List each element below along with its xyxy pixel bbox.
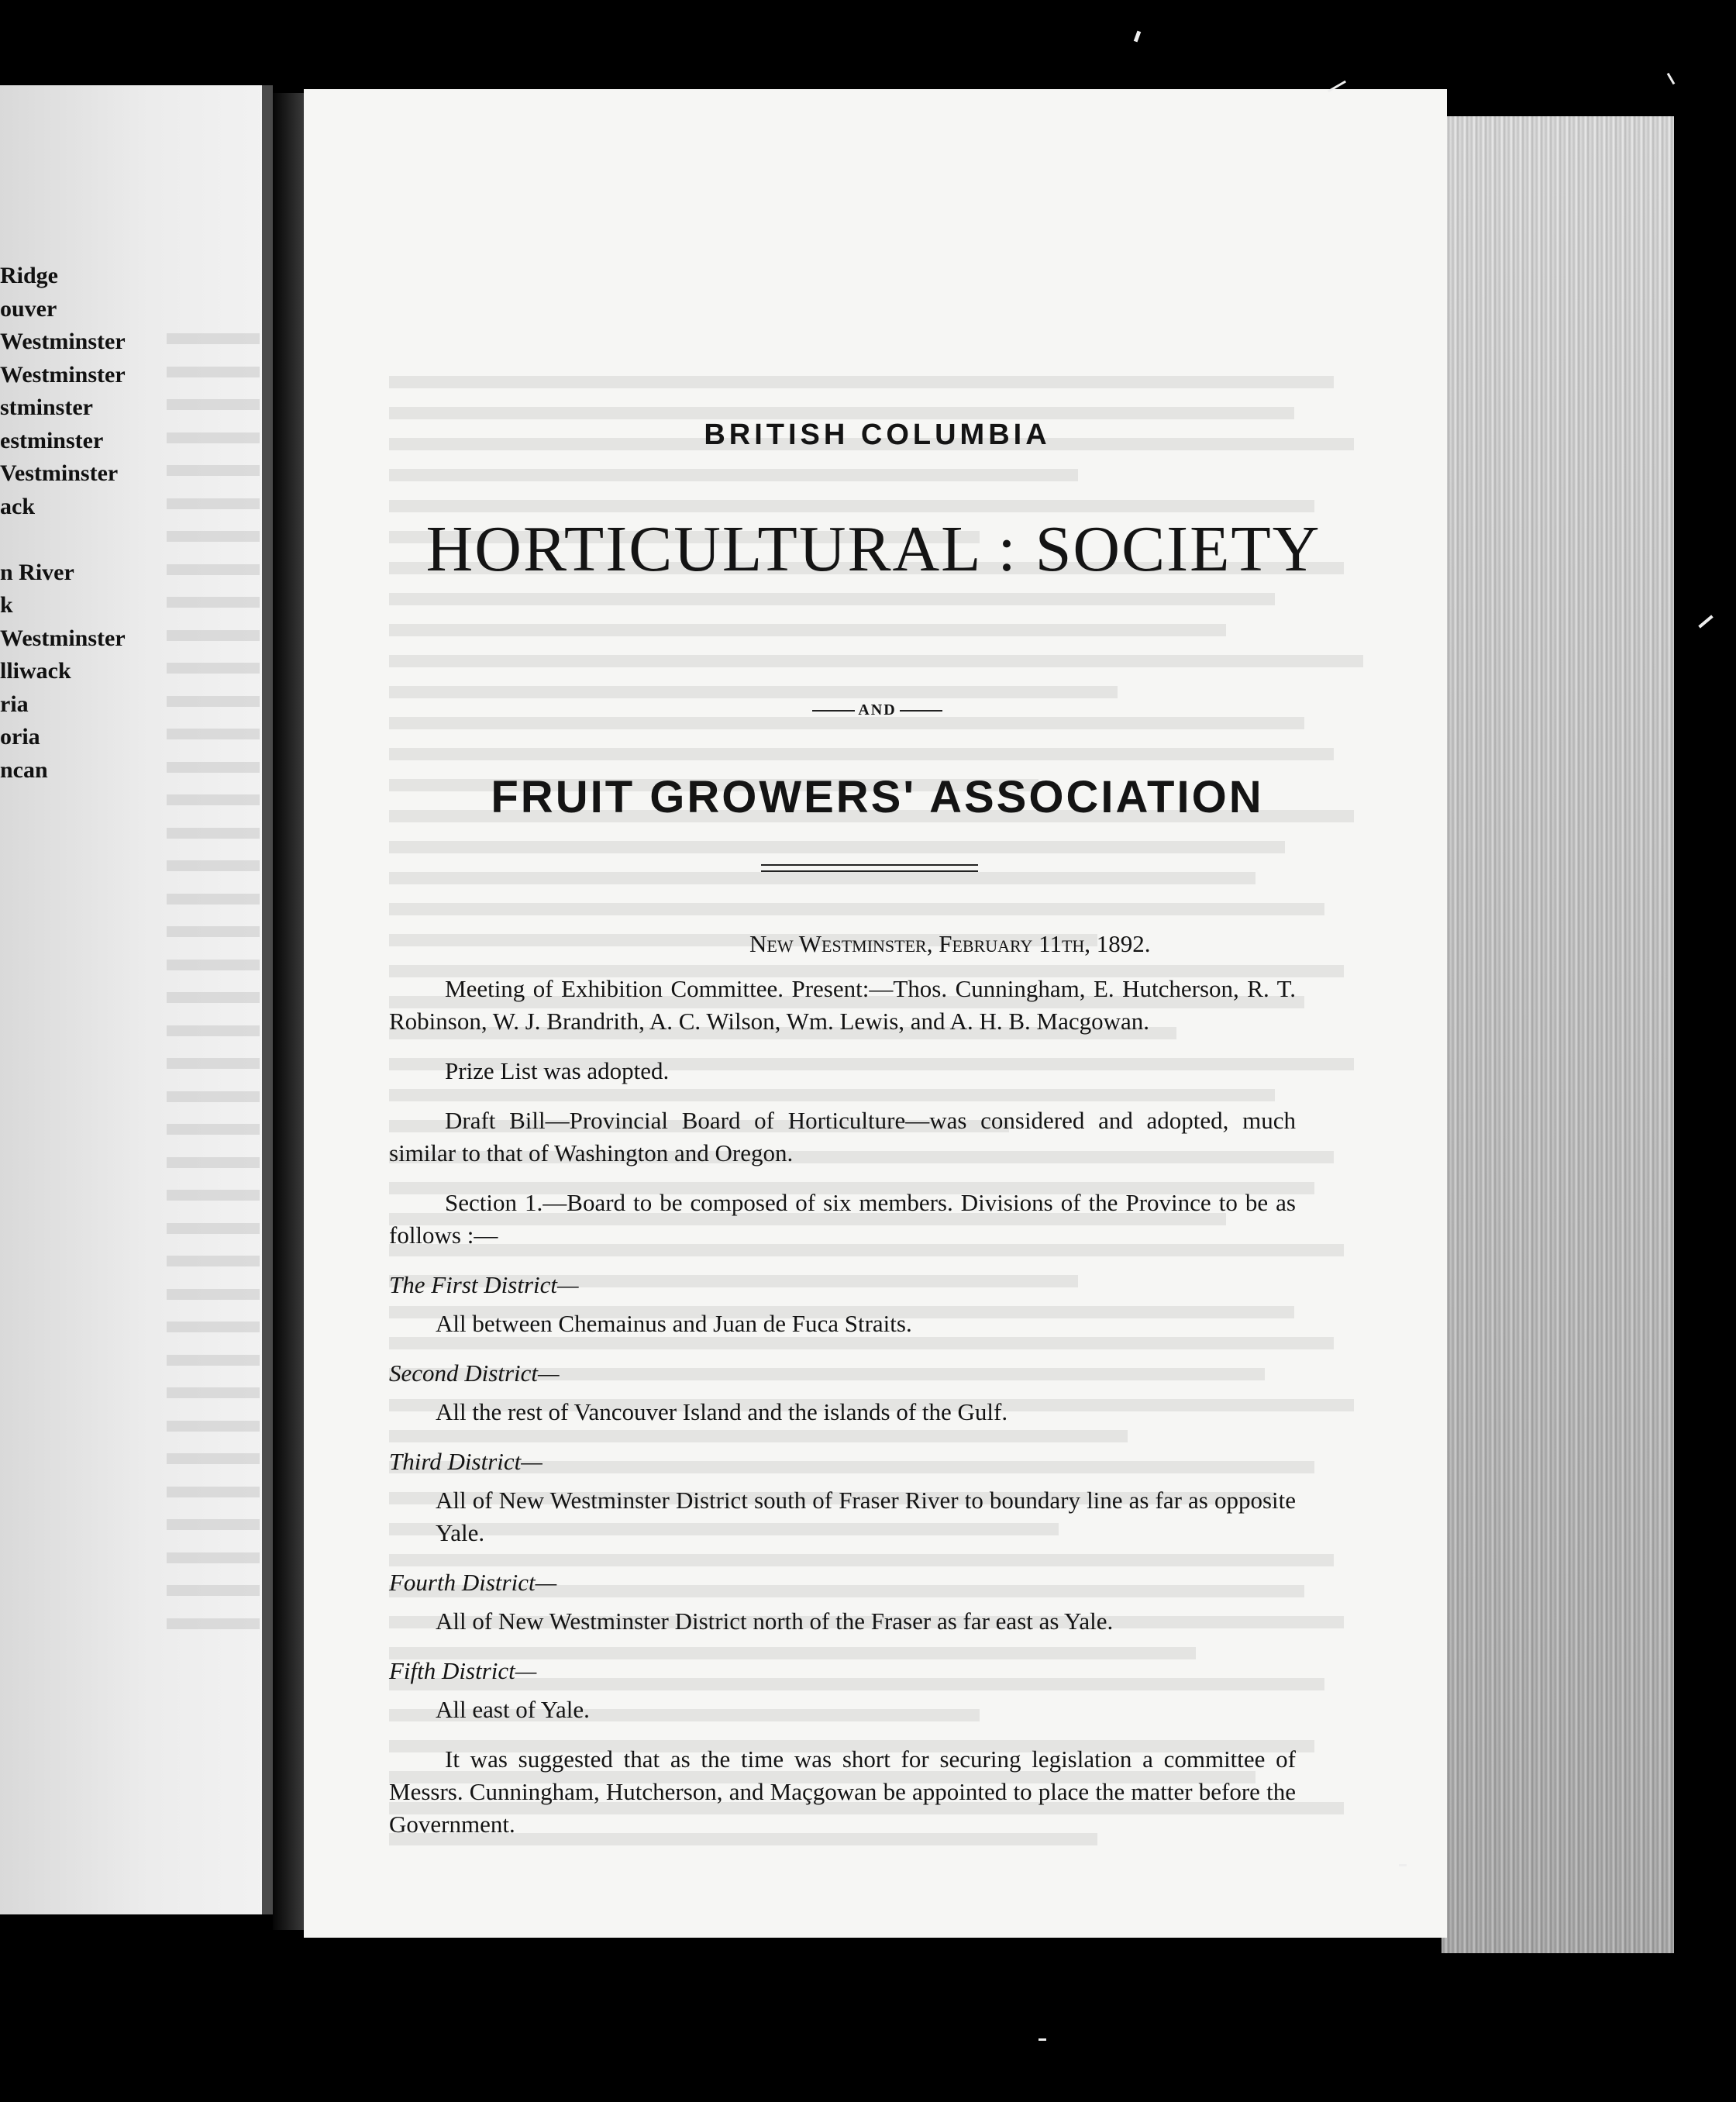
left-fragment: k bbox=[0, 592, 13, 618]
left-fragment: n River bbox=[0, 559, 74, 585]
draft-bill-paragraph: Draft Bill—Provincial Board of Horticulture—was considered and adopted, much similar to that of Washington and Oregon. bbox=[389, 1107, 1296, 1166]
left-page-ghost-text bbox=[167, 333, 260, 1651]
left-page-fragments bbox=[0, 260, 126, 787]
district-description: All the rest of Vancouver Island and the islands of the Gulf. bbox=[436, 1398, 1008, 1425]
district-description: All between Chemainus and Juan de Fuca Straits. bbox=[436, 1310, 912, 1337]
page-stack-shade bbox=[1442, 116, 1674, 1953]
speck bbox=[1399, 1864, 1407, 1866]
province-heading: BRITISH COLUMBIA bbox=[704, 419, 1051, 451]
left-fragment: ouver bbox=[0, 295, 57, 322]
left-fragment: Westminster bbox=[0, 625, 126, 651]
left-fragment: Westminster bbox=[0, 329, 126, 354]
left-fragment: lliwack bbox=[0, 658, 71, 684]
left-page-edge bbox=[262, 85, 273, 1914]
speck bbox=[1038, 2038, 1046, 2041]
book-gutter bbox=[273, 93, 304, 1930]
left-fragment: Westminster bbox=[0, 361, 126, 388]
district-heading: The First District— bbox=[389, 1271, 579, 1298]
page-content bbox=[304, 89, 1447, 1938]
society-title: HORTICULTURAL : SOCIETY bbox=[425, 513, 1321, 585]
association-title: FRUIT GROWERS' ASSOCIATION bbox=[491, 772, 1264, 822]
district-heading: Third District— bbox=[389, 1448, 542, 1475]
district-description: All of New Westminster District north of the Fraser as far east as Yale. bbox=[436, 1608, 1114, 1635]
left-fragment: ria bbox=[0, 691, 29, 717]
district-description: All east of Yale. bbox=[436, 1696, 590, 1723]
and-divider bbox=[796, 701, 959, 719]
minutes-body bbox=[389, 973, 1296, 1858]
left-fragment: ncan bbox=[0, 756, 48, 783]
and-label: AND bbox=[858, 701, 897, 718]
prize-list-paragraph: Prize List was adopted. bbox=[445, 1057, 670, 1084]
speck bbox=[1134, 31, 1141, 43]
left-fragment: oria bbox=[0, 724, 40, 749]
left-fragment bbox=[0, 523, 126, 557]
left-fragment: Ridge bbox=[0, 263, 58, 288]
dateline: New Westminster, February 11th, 1892. bbox=[749, 930, 1151, 957]
left-fragment: ack bbox=[0, 493, 35, 519]
left-fragment: Vestminster bbox=[0, 460, 119, 486]
district-heading: Second District— bbox=[389, 1359, 560, 1387]
left-fragment: estminster bbox=[0, 427, 104, 453]
double-rule bbox=[761, 864, 978, 877]
district-heading: Fifth District— bbox=[389, 1657, 537, 1684]
speck bbox=[1667, 73, 1676, 84]
section-paragraph: Section 1.—Board to be composed of six members. Divisions of the Province to be as follows :— bbox=[389, 1189, 1296, 1249]
speck bbox=[1698, 615, 1713, 628]
right-page bbox=[304, 89, 1447, 1938]
suggestion-paragraph: It was suggested that as the time was short for securing legislation a committee of Messrs. Cunningham, Hutcherson, and Maçgowan be appointed to place the matter before the Government. bbox=[389, 1745, 1296, 1838]
meeting-paragraph: Meeting of Exhibition Committee. Present:—Thos. Cunningham, E. Hutcherson, R. T. Robinson, W. J. Brandrith, A. C. Wilson, Wm. Lewis, and A. H. B. Macgowan. bbox=[389, 975, 1296, 1035]
district-heading: Fourth District— bbox=[389, 1569, 557, 1596]
district-description: All of New Westminster District south of Fraser River to boundary line as far as opposite Yale. bbox=[436, 1487, 1296, 1546]
left-page bbox=[0, 85, 273, 1914]
left-fragment: stminster bbox=[0, 395, 93, 420]
